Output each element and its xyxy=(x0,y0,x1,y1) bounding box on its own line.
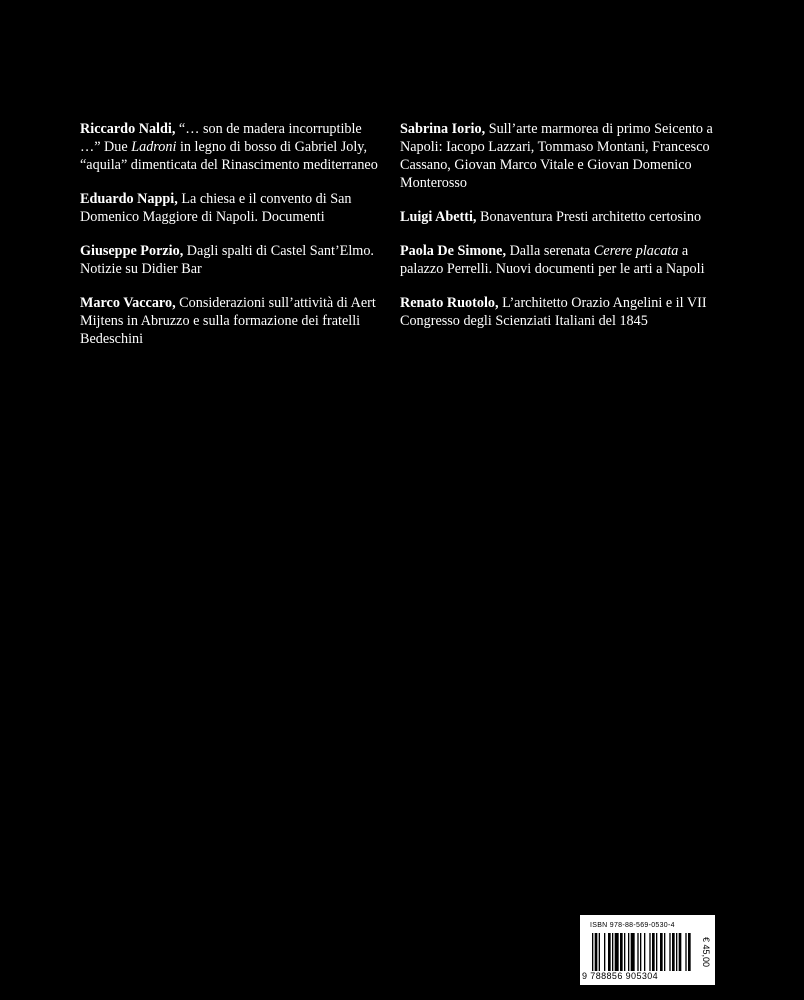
toc-entry xyxy=(400,208,720,226)
entry-author: Marco Vaccaro, xyxy=(80,295,176,311)
barcode-digits: 9 788856 905304 xyxy=(582,971,659,981)
barcode-bar xyxy=(660,933,663,971)
entry-title: Dalla serenata Cerere placata a palazzo Perrelli. Nuovi documenti per le arti a Napoli xyxy=(400,243,705,277)
entry-author: Riccardo Naldi, xyxy=(80,121,176,137)
barcode-bar xyxy=(595,933,598,971)
entry-author: Renato Ruotolo, xyxy=(400,295,499,311)
entry-author: Eduardo Nappi, xyxy=(80,191,178,207)
barcode-bar xyxy=(676,933,677,971)
barcode-bar xyxy=(604,933,605,971)
entry-title: “… son de madera incorruptible …” Due Ladroni in legno di bosso di Gabriel Joly, “aquila” dimenticata del Rinascimento mediterraneo xyxy=(80,121,378,173)
toc-entry xyxy=(80,120,380,174)
barcode-bar xyxy=(628,933,629,971)
price-label: € 45,00 xyxy=(701,936,711,968)
barcode-bar xyxy=(656,933,657,971)
left-column xyxy=(80,120,380,364)
barcode-bar xyxy=(624,933,625,971)
barcode-bar xyxy=(631,933,635,971)
entry-author: Sabrina Iorio, xyxy=(400,121,486,137)
toc-entry xyxy=(400,294,720,330)
barcode-bar xyxy=(669,933,670,971)
barcode-bar xyxy=(620,933,623,971)
barcode-bar xyxy=(644,933,645,971)
barcode-bar xyxy=(652,933,655,971)
barcode-bars xyxy=(592,933,692,971)
barcode-bar xyxy=(640,933,641,971)
toc-entry xyxy=(400,242,720,278)
barcode-bar xyxy=(664,933,665,971)
entry-title: Considerazioni sull’attività di Aert Mijtens in Abruzzo e sulla formazione dei fratelli Bedeschini xyxy=(80,295,376,347)
barcode-bar xyxy=(688,933,691,971)
entry-title: Bonaventura Presti architetto certosino xyxy=(480,209,702,225)
right-column xyxy=(400,120,720,346)
toc-entry xyxy=(80,294,380,348)
barcode-bar xyxy=(672,933,675,971)
isbn-label: ISBN 978-88-569-0530-4 xyxy=(590,922,675,929)
barcode-bar xyxy=(615,933,619,971)
barcode-bar xyxy=(592,933,593,971)
barcode-bar xyxy=(649,933,650,971)
barcode-bar xyxy=(612,933,613,971)
barcode-bar xyxy=(685,933,686,971)
entry-title: L’architetto Orazio Angelini e il VII Congresso degli Scienziati Italiani del 1845 xyxy=(400,295,707,329)
entry-author: Paola De Simone, xyxy=(400,243,507,259)
toc-entry xyxy=(80,242,380,278)
barcode-bar xyxy=(608,933,611,971)
entry-title: Dagli spalti di Castel Sant’Elmo. Notizie su Didier Bar xyxy=(80,243,374,277)
entry-title: La chiesa e il convento di San Domenico Maggiore di Napoli. Documenti xyxy=(80,191,352,225)
barcode-bar xyxy=(599,933,600,971)
entry-author: Giuseppe Porzio, xyxy=(80,243,184,259)
barcode-bar xyxy=(637,933,638,971)
entry-title: Sull’arte marmorea di primo Seicento a Napoli: Iacopo Lazzari, Tommaso Montani, Francesco Cassano, Giovan Marco Vitale e Giovan Domenico Monterosso xyxy=(400,121,713,191)
toc-entry xyxy=(80,190,380,226)
isbn-barcode xyxy=(580,915,715,985)
toc-entry xyxy=(400,120,720,192)
barcode-bar xyxy=(679,933,682,971)
entry-author: Luigi Abetti, xyxy=(400,209,477,225)
